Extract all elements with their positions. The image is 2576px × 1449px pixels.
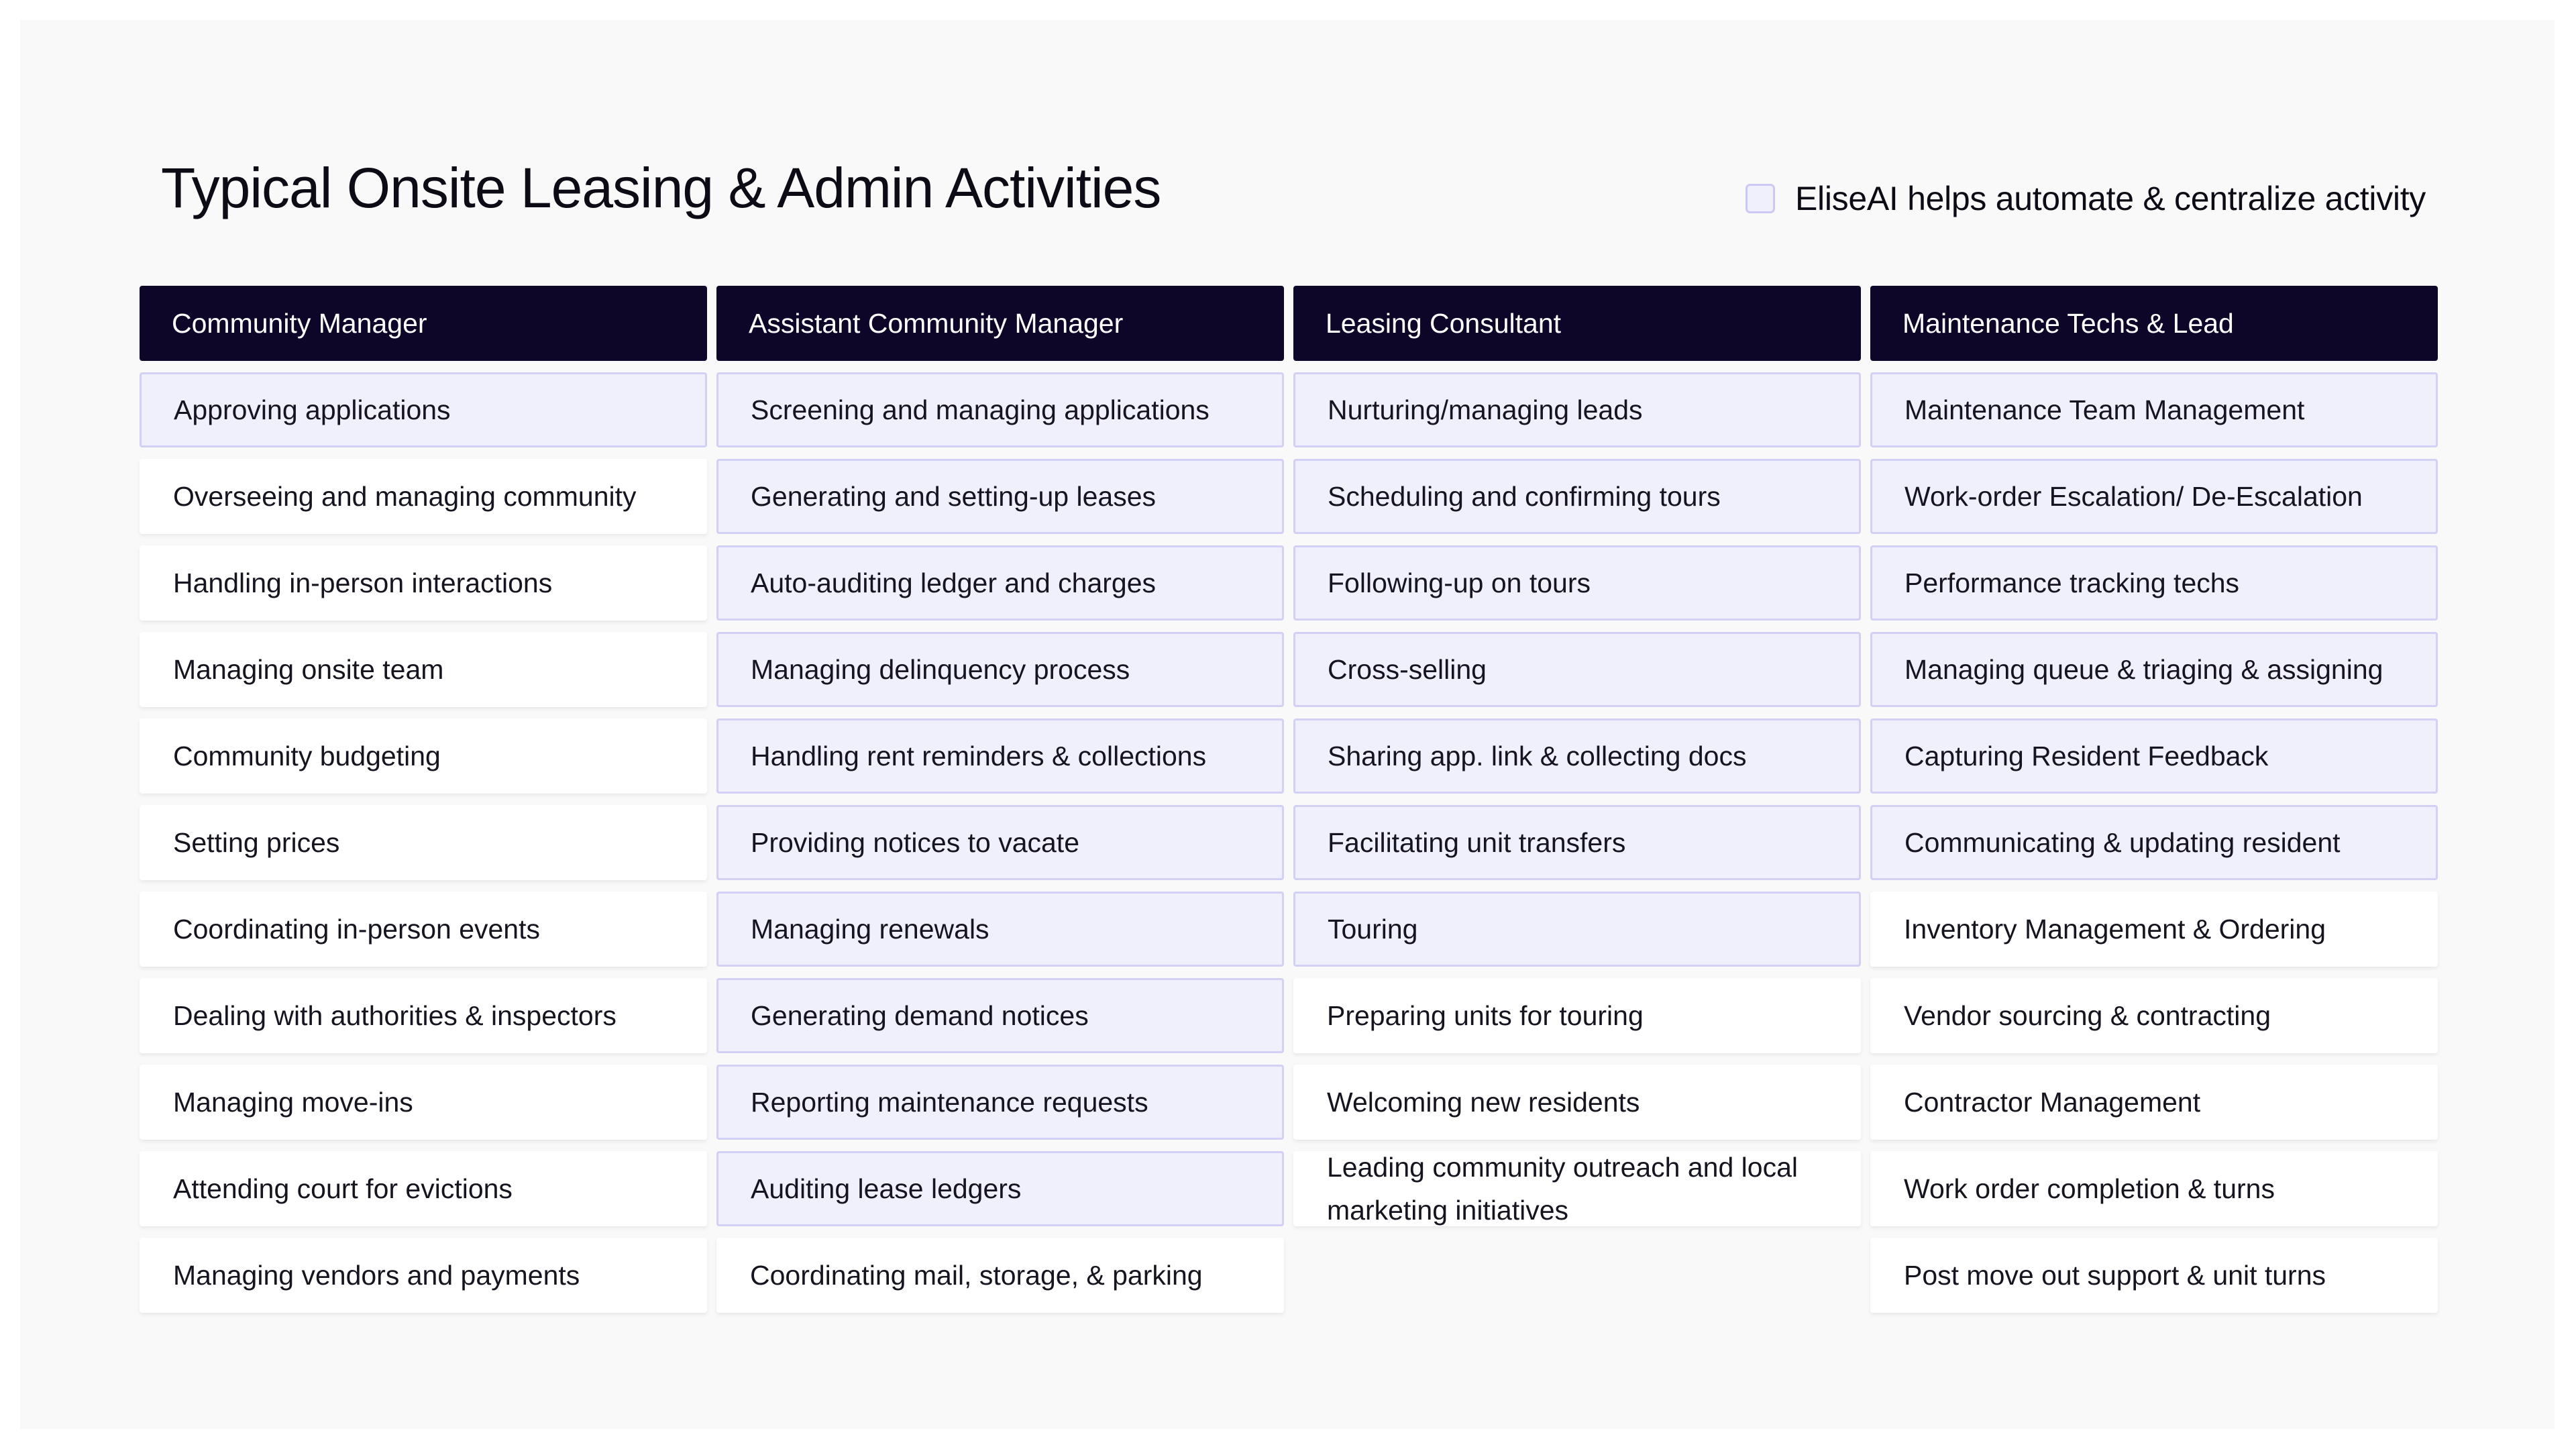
activity-cell-automated: Handling rent reminders & collections	[716, 718, 1284, 794]
column-header: Community Manager	[140, 286, 707, 361]
activity-cell: Coordinating in-person events	[140, 892, 707, 967]
activity-cell: Managing onsite team	[140, 632, 707, 707]
activity-cell: Vendor sourcing & contracting	[1870, 978, 2438, 1053]
activity-cell-automated: Performance tracking techs	[1870, 545, 2438, 621]
legend-swatch	[1746, 184, 1775, 213]
activity-cell-automated: Facilitating unit transfers	[1293, 805, 1861, 880]
activity-cell: Coordinating mail, storage, & parking	[716, 1238, 1284, 1313]
activity-cell-automated: Work-order Escalation/ De-Escalation	[1870, 459, 2438, 534]
activity-cell-automated: Reporting maintenance requests	[716, 1065, 1284, 1140]
activity-cell-automated: Touring	[1293, 892, 1861, 967]
activity-cell: Inventory Management & Ordering	[1870, 892, 2438, 967]
activity-cell: Community budgeting	[140, 718, 707, 794]
activity-cell: Welcoming new residents	[1293, 1065, 1861, 1140]
activity-cell-automated: Screening and managing applications	[716, 372, 1284, 447]
activity-cell-automated: Capturing Resident Feedback	[1870, 718, 2438, 794]
activity-cell-automated: Approving applications	[140, 372, 707, 447]
activity-cell: Setting prices	[140, 805, 707, 880]
column-header: Leasing Consultant	[1293, 286, 1861, 361]
activity-cell-automated: Auto-auditing ledger and charges	[716, 545, 1284, 621]
activity-cell-automated: Scheduling and confirming tours	[1293, 459, 1861, 534]
activity-cell: Contractor Management	[1870, 1065, 2438, 1140]
activity-cell-automated: Communicating & updating resident	[1870, 805, 2438, 880]
activity-cell-automated: Managing delinquency process	[716, 632, 1284, 707]
activity-cell: Overseeing and managing community	[140, 459, 707, 534]
activities-table	[140, 286, 2439, 1312]
activity-cell: Leading community outreach and local marketing initiatives	[1293, 1151, 1861, 1226]
activity-cell: Handling in-person interactions	[140, 545, 707, 621]
page-title: Typical Onsite Leasing & Admin Activities	[161, 156, 1161, 219]
activity-cell-automated: Maintenance Team Management	[1870, 372, 2438, 447]
activity-cell: Preparing units for touring	[1293, 978, 1861, 1053]
activity-cell-automated: Sharing app. link & collecting docs	[1293, 718, 1861, 794]
activity-cell: Post move out support & unit turns	[1870, 1238, 2438, 1313]
activity-cell: Work order completion & turns	[1870, 1151, 2438, 1226]
activity-cell: Managing move-ins	[140, 1065, 707, 1140]
column-header: Maintenance Techs & Lead	[1870, 286, 2438, 361]
activity-cell-automated: Auditing lease ledgers	[716, 1151, 1284, 1226]
legend	[1746, 178, 2426, 219]
activity-cell-automated: Generating and setting-up leases	[716, 459, 1284, 534]
activity-cell-automated: Nurturing/managing leads	[1293, 372, 1861, 447]
activity-cell-automated: Managing renewals	[716, 892, 1284, 967]
activity-cell-automated: Providing notices to vacate	[716, 805, 1284, 880]
legend-label: EliseAI helps automate & centralize activity	[1794, 180, 2426, 217]
activity-cell-automated: Managing queue & triaging & assigning	[1870, 632, 2438, 707]
activity-cell-automated: Generating demand notices	[716, 978, 1284, 1053]
activity-cell-automated: Following-up on tours	[1293, 545, 1861, 621]
column-header: Assistant Community Manager	[716, 286, 1284, 361]
activity-cell: Dealing with authorities & inspectors	[140, 978, 707, 1053]
activity-cell: Managing vendors and payments	[140, 1238, 707, 1313]
activity-cell-automated: Cross-selling	[1293, 632, 1861, 707]
activity-cell: Attending court for evictions	[140, 1151, 707, 1226]
